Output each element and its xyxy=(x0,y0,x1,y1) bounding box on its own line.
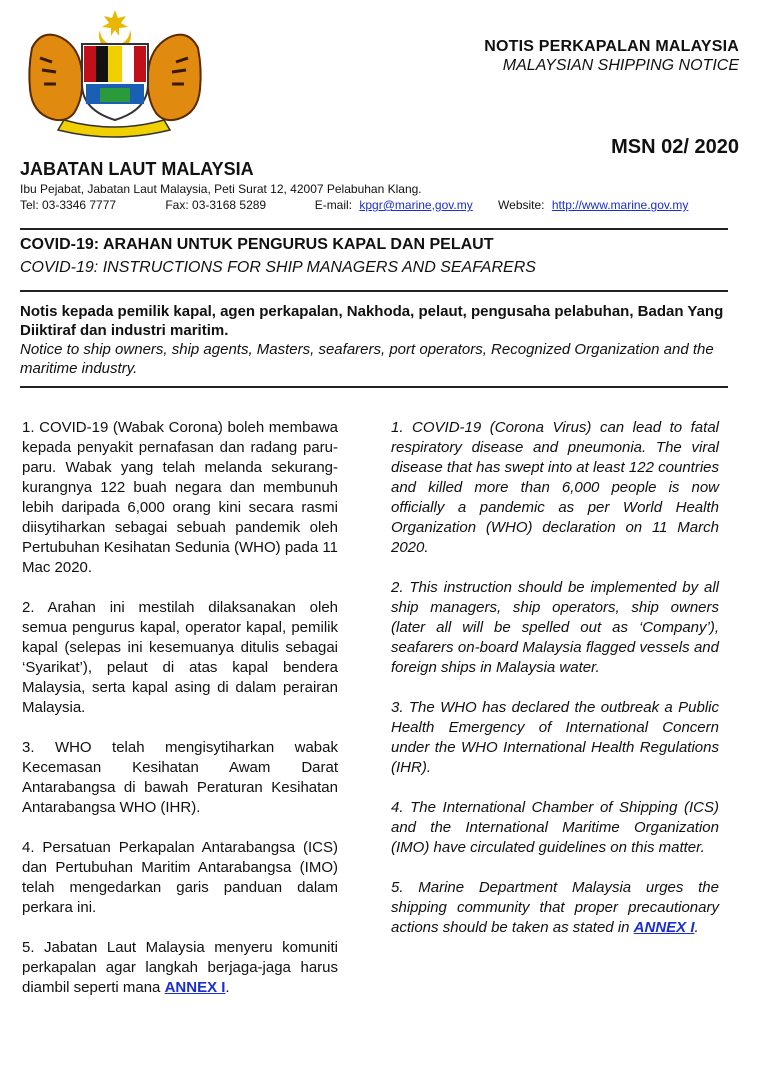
annex-link[interactable]: ANNEX I xyxy=(633,919,695,936)
document-title-ms: COVID-19: ARAHAN UNTUK PENGURUS KAPAL DAN PELAUT xyxy=(20,236,494,253)
malaysia-coat-of-arms-icon xyxy=(20,8,210,138)
paragraph: 1. COVID-19 (Corona Virus) can lead to fatal respiratory disease and pneumonia. The viral disease that has swept into at least 122 countries and killed more than 6,000 people is now officially a pandemic as per World Health Organization (WHO) declaration on 11 March 2020. xyxy=(391,419,719,556)
notice-recipients-ms: Notis kepada pemilik kapal, agen perkapalan, Nakhoda, pelaut, pengusaha pelabuhan, Badan Yang Diiktiraf dan industri maritim. xyxy=(20,303,724,339)
annex-link[interactable]: ANNEX I xyxy=(164,979,226,996)
paragraph: 3. The WHO has declared the outbreak a Public Health Emergency of International Concern under the WHO International Health Regulations (IHR). xyxy=(391,699,719,776)
email-label: E-mail: xyxy=(314,198,353,212)
notice-recipients xyxy=(20,302,732,378)
body-column-english xyxy=(391,418,719,958)
notice-recipients-en: Notice to ship owners, ship agents, Masters, seafarers, port operators, Recognized Organization and the maritime industry. xyxy=(20,341,714,377)
website-link[interactable]: http://www.marine.gov.my xyxy=(551,198,689,212)
email-link[interactable]: kpgr@marine,gov.my xyxy=(359,198,473,212)
document-title-en: COVID-19: INSTRUCTIONS FOR SHIP MANAGERS AND SEAFARERS xyxy=(20,259,536,276)
department-name: JABATAN LAUT MALAYSIA xyxy=(20,159,254,179)
paragraph-text: 5. Marine Department Malaysia urges the shipping community that proper precautionary actions should be taken as stated in xyxy=(391,879,719,936)
period: . xyxy=(225,979,230,996)
paragraph: 3. WHO telah mengisytiharkan wabak Kecemasan Kesihatan Awam Darat Antarabangsa di bawah Peraturan Kesihatan Antarabangsa WHO (IHR). xyxy=(22,739,338,816)
msn-number: MSN 02/ 2020 xyxy=(611,136,739,158)
paragraph-text: 5. Jabatan Laut Malaysia menyeru komuniti perkapalan agar langkah berjaga-jaga harus diambil seperti mana xyxy=(22,939,338,996)
paragraph: 4. The International Chamber of Shipping (ICS) and the International Maritime Organization (IMO) have circulated guidelines on this matter. xyxy=(391,799,719,856)
notice-header xyxy=(484,38,739,75)
paragraph: 2. Arahan ini mestilah dilaksanakan oleh semua pengurus kapal, operator kapal, pemilik kapal (selepas ini kesemuanya ditulis sebagai ‘Syarikat’), pelaut di atas kapal bendera Malaysia, serta kapal asing di dalam perairan Malaysia. xyxy=(22,599,338,716)
divider xyxy=(20,386,728,388)
paragraph xyxy=(22,938,338,998)
divider xyxy=(20,290,728,292)
paragraph xyxy=(391,878,719,938)
paragraph: 2. This instruction should be implemented by all ship managers, ship operators, ship owners (later all will be spelled out as ‘Company’), seafarers on-board Malaysia flagged vessels and foreign ships in Malaysia water. xyxy=(391,579,719,676)
divider xyxy=(20,228,728,230)
telephone: Tel: 03-3346 7777 xyxy=(20,198,117,212)
department-address-block xyxy=(20,181,740,213)
paragraph: 4. Persatuan Perkapalan Antarabangsa (ICS) dan Pertubuhan Maritim Antarabangsa (IMO) telah mengedarkan garis panduan dalam perkara ini. xyxy=(22,839,338,916)
header-title-ms: NOTIS PERKAPALAN MALAYSIA xyxy=(484,38,739,55)
website-label: Website: xyxy=(498,198,545,212)
period: . xyxy=(694,919,699,936)
address-line: Ibu Pejabat, Jabatan Laut Malaysia, Peti Surat 12, 42007 Pelabuhan Klang. xyxy=(20,182,422,196)
fax: Fax: 03-3168 5289 xyxy=(165,198,267,212)
paragraph: 1. COVID-19 (Wabak Corona) boleh membawa kepada penyakit pernafasan dan radang paru-paru. Wabak yang telah melanda sekurang-kurangnya 122 buah negara dan membunuh lebih daripada 6,000 orang kini secara rasmi diisytiharkan sebagai sebuah pandemik oleh Pertubuhan Kesihatan Sedunia (WHO) pada 11 Mac 2020. xyxy=(22,419,338,576)
contact-line xyxy=(20,197,740,213)
body-column-malay xyxy=(22,418,338,1018)
header-title-en: MALAYSIAN SHIPPING NOTICE xyxy=(502,57,739,74)
